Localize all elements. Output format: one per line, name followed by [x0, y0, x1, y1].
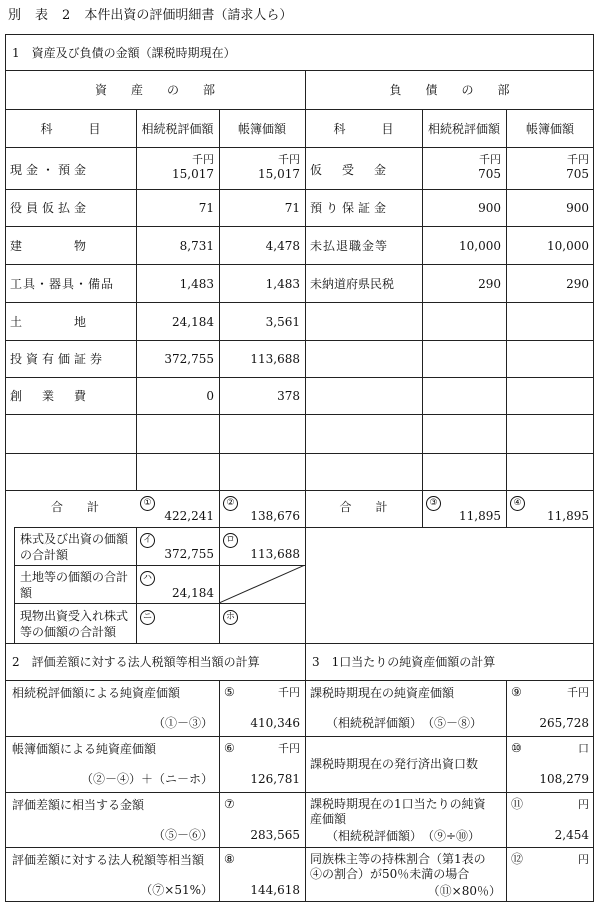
- liability-name: 未払退職金等: [310, 239, 389, 253]
- calc-unit: 千円: [278, 686, 300, 699]
- calc-unit: 千円: [278, 742, 300, 755]
- liability-book-value: 705: [566, 167, 589, 181]
- liability-inh-value: 900: [478, 201, 501, 215]
- calc-label: 帳簿価額による純資産価額: [12, 742, 157, 756]
- asset-book-value: 3,561: [265, 315, 300, 329]
- asset-name: 投資有価証券: [10, 352, 107, 366]
- header-number: 2: [62, 8, 71, 23]
- diagonal-strike: [219, 565, 305, 603]
- calc-value: 265,728: [539, 716, 589, 730]
- liability-name: 預り保証金: [310, 201, 391, 215]
- marker-2: ②: [223, 494, 238, 511]
- marker-3: ③: [426, 494, 441, 511]
- marker-5: ⑤: [224, 685, 235, 699]
- calc-formula: （⑤－⑥）: [152, 828, 213, 842]
- total-liab-book: 11,895: [547, 509, 589, 523]
- calc-label-cont: 産価額: [310, 812, 347, 826]
- sub-inh-value: 24,184: [172, 586, 214, 600]
- liability-name: 未納道府県民税: [310, 277, 395, 291]
- calc-unit: 千円: [567, 686, 589, 699]
- asset-book-value: 113,688: [250, 352, 300, 366]
- asset-inh-value: 1,483: [179, 277, 214, 291]
- unit-label: 千円: [278, 153, 300, 166]
- col-book-liab: 帳簿価額: [525, 122, 574, 136]
- marker-12: ⑫: [511, 852, 524, 866]
- asset-inh-value: 372,755: [164, 352, 214, 366]
- liabilities-header: 負 債 の 部: [389, 83, 510, 97]
- sub-label: 現物出資受入れ株式: [20, 609, 129, 623]
- header-label-2: 表: [35, 8, 49, 23]
- asset-inh-value: 0: [206, 389, 214, 403]
- liability-book-value: 900: [566, 201, 589, 215]
- calc-value: 108,279: [539, 772, 589, 786]
- marker-ha: ハ: [140, 569, 155, 586]
- calc-value: 410,346: [250, 716, 300, 730]
- liability-inh-value: 10,000: [459, 239, 501, 253]
- liability-name: 仮 受 金: [310, 163, 391, 177]
- calc-value: 144,618: [250, 883, 300, 897]
- calc-unit: 口: [578, 742, 589, 755]
- calc-formula: （②－④）＋（ニ－ホ）: [80, 772, 213, 786]
- marker-8: ⑧: [224, 852, 235, 866]
- section1-title: 1 資産及び負債の金額（課税時期現在）: [12, 46, 236, 60]
- total-assets-book: 138,676: [250, 509, 300, 523]
- marker-ni: ニ: [140, 608, 155, 625]
- liability-book-value: 290: [566, 277, 589, 291]
- asset-inh-value: 24,184: [172, 315, 214, 329]
- marker-1: ①: [140, 494, 155, 511]
- unit-label: 千円: [192, 153, 214, 166]
- calc-value: 126,781: [250, 772, 300, 786]
- col-inh-assets: 相続税評価額: [141, 122, 214, 136]
- calc-label: 課税時期現在の発行済出資口数: [310, 757, 479, 771]
- sub-label: の合計額: [20, 548, 69, 562]
- total-liab-inh: 11,895: [459, 509, 501, 523]
- col-item-assets: 科 目: [40, 122, 101, 136]
- marker-7: ⑦: [224, 797, 235, 811]
- asset-inh-value: 71: [198, 201, 214, 215]
- calc-unit: 円: [578, 798, 589, 811]
- asset-book-value: 71: [284, 201, 300, 215]
- calc-label: 評価差額に相当する金額: [12, 798, 145, 812]
- asset-name: 工具・器具・備品: [10, 277, 115, 291]
- calc-value: 2,454: [554, 828, 589, 842]
- sub-label: 等の価額の合計額: [20, 625, 117, 639]
- marker-i: イ: [140, 531, 155, 548]
- section2-title: 2 評価差額に対する法人税額等相当額の計算: [12, 655, 260, 669]
- asset-name: 建 物: [10, 239, 91, 253]
- marker-10: ⑩: [511, 741, 522, 755]
- asset-book-value: 4,478: [265, 239, 300, 253]
- calc-label: 相続税評価額による純資産価額: [12, 686, 181, 700]
- section3-title: 3 1口当たりの純資産価額の計算: [312, 655, 496, 669]
- calc-formula: （相続税評価額） （⑤－⑧）: [326, 716, 483, 730]
- calc-label: 課税時期現在の1口当たりの純資: [310, 797, 486, 811]
- col-inh-liab: 相続税評価額: [427, 122, 500, 136]
- liability-inh-value: 705: [478, 167, 501, 181]
- header-label-1: 別: [8, 8, 22, 23]
- document-header: [8, 4, 306, 23]
- calc-formula: （⑪×80％）: [427, 884, 501, 898]
- total-label-assets: 合 計: [50, 500, 99, 514]
- total-label-liab: 合 計: [339, 500, 388, 514]
- asset-name: 現金・預金: [10, 163, 91, 177]
- sub-book-value: 113,688: [250, 547, 300, 561]
- calc-label: 評価差額に対する法人税額等相当額: [12, 853, 205, 867]
- sub-label: 土地等の価額の合計: [20, 570, 129, 584]
- marker-11: ⑪: [511, 797, 524, 811]
- liability-book-value: 10,000: [547, 239, 589, 253]
- marker-4: ④: [510, 494, 525, 511]
- calc-label: 同族株主等の持株割合（第1表の: [310, 852, 486, 866]
- col-item-liab: 科 目: [333, 122, 394, 136]
- calc-formula: （①－③）: [152, 716, 213, 730]
- marker-9: ⑨: [511, 685, 522, 699]
- asset-name: 創 業 費: [10, 389, 91, 403]
- unit-label: 千円: [479, 153, 501, 166]
- calc-unit: 円: [578, 853, 589, 866]
- asset-book-value: 1,483: [265, 277, 300, 291]
- total-assets-inh: 422,241: [164, 509, 214, 523]
- col-book-assets: 帳簿価額: [237, 122, 286, 136]
- asset-inh-value: 15,017: [172, 167, 214, 181]
- assets-header: 資 産 の 部: [94, 83, 215, 97]
- sub-label: 株式及び出資の価額: [20, 532, 129, 546]
- asset-book-value: 15,017: [258, 167, 300, 181]
- calc-formula: （相続税評価額） （⑨÷⑩）: [326, 829, 481, 843]
- calc-label-cont: ④の割合）が50％未満の場合: [310, 867, 470, 881]
- marker-ho: ホ: [223, 608, 238, 625]
- calc-value: 283,565: [250, 828, 300, 842]
- asset-name: 土 地: [10, 315, 91, 329]
- document-title: 本件出資の評価明細書（請求人ら）: [84, 8, 293, 23]
- sub-label: 額: [20, 586, 33, 600]
- sub-inh-value: 372,755: [164, 547, 214, 561]
- calc-formula: （⑦×51%）: [140, 883, 213, 897]
- unit-label: 千円: [567, 153, 589, 166]
- asset-inh-value: 8,731: [179, 239, 214, 253]
- asset-name: 役員仮払金: [10, 201, 91, 215]
- marker-6: ⑥: [224, 741, 235, 755]
- liability-inh-value: 290: [478, 277, 501, 291]
- asset-book-value: 378: [277, 389, 300, 403]
- marker-ro: ロ: [223, 531, 238, 548]
- calc-label: 課税時期現在の純資産価額: [310, 686, 455, 700]
